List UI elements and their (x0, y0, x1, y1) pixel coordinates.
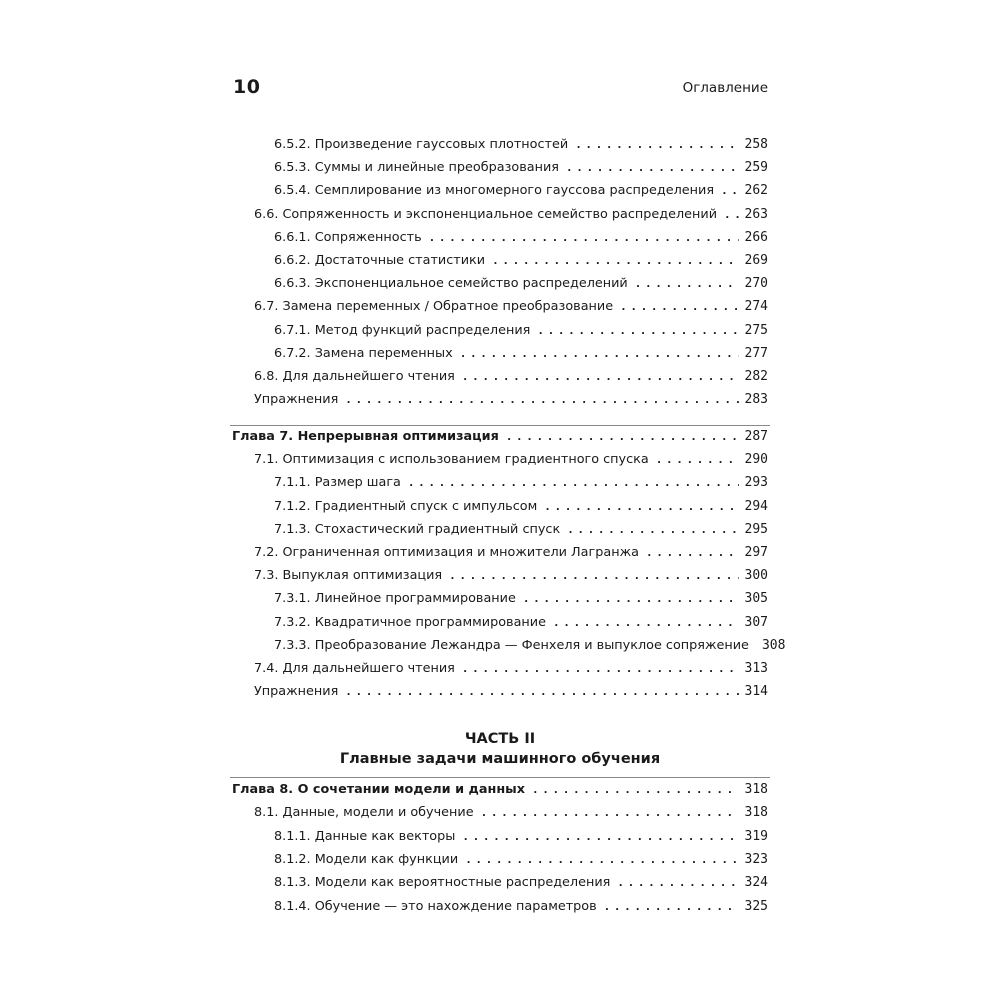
toc-entry-page: 308 (761, 637, 786, 653)
toc-entry-title: 7.3.1. Линейное программирование (274, 591, 516, 607)
toc-entry-page: 290 (744, 452, 768, 468)
toc-entry (274, 590, 768, 608)
toc-entry-page: 318 (744, 805, 768, 821)
dot-leader (617, 874, 738, 892)
toc-entry-title: 6.6.1. Сопряженность (274, 229, 422, 245)
toc-entry-title: 7.4. Для дальнейшего чтения (254, 661, 455, 676)
dot-leader (635, 275, 739, 293)
toc-entry (274, 498, 768, 516)
toc-entry-title: 7.1.1. Размер шага (274, 475, 401, 491)
dot-leader (449, 567, 738, 585)
toc-entry-page: 295 (744, 521, 768, 537)
toc-entry-page: 305 (744, 591, 768, 607)
toc-entry-title: 7.1.3. Стохастический градиентный спуск (274, 521, 561, 537)
toc-entry-title: 8.1.2. Модели как функции (274, 851, 459, 867)
dot-leader (465, 851, 738, 869)
toc-entry-page: 314 (744, 684, 768, 700)
toc-entry-page: 282 (744, 369, 768, 384)
divider (230, 425, 770, 426)
toc-entry-title: 6.5.4. Семплирование из многомерного гауссова распределения (274, 183, 715, 199)
toc-entry-page: 269 (744, 253, 768, 268)
toc-entry-page: 297 (744, 545, 768, 560)
toc-entry (274, 828, 768, 846)
toc-entry (274, 229, 768, 247)
toc-entry (274, 159, 768, 177)
dot-leader (345, 391, 738, 409)
toc-entry-title: 7.2. Ограниченная оптимизация и множители Лагранжа (254, 545, 639, 560)
dot-leader (462, 368, 739, 386)
toc-entry-page: 323 (744, 851, 768, 867)
toc-entry (274, 851, 768, 869)
toc-entry (274, 474, 768, 492)
toc-entry-title: 8.1. Данные, модели и обучение (254, 805, 474, 821)
toc-entry-title: 7.3.3. Преобразование Лежандра — Фенхеля и выпуклое сопряжение (274, 637, 749, 653)
toc-entry-title: 7.1.2. Градиентный спуск с импульсом (274, 498, 538, 514)
toc-entry-title: 6.6. Сопряженность и экспоненциальное семейство распределений (254, 206, 718, 222)
toc-entry-title: Упражнения (254, 684, 339, 700)
toc-entry-page: 274 (744, 299, 768, 315)
dot-leader (553, 614, 739, 632)
toc-entry-title: 8.1.1. Данные как векторы (274, 828, 456, 844)
toc-entry-page: 266 (744, 229, 768, 245)
toc-entry-title: 6.7. Замена переменных / Обратное преобразование (254, 299, 614, 315)
toc-entry (274, 521, 768, 539)
divider (230, 777, 770, 778)
dot-leader (492, 252, 738, 270)
toc-entry-title: 7.3. Выпуклая оптимизация (254, 568, 443, 584)
toc-entry-page: 277 (744, 345, 768, 361)
part-title: Главные задачи машинного обучения (339, 751, 661, 767)
toc-entry (274, 874, 768, 892)
toc-entry (274, 182, 768, 200)
toc-entry (254, 451, 768, 469)
dot-leader (532, 781, 739, 799)
dot-leader (429, 229, 739, 247)
dot-leader (506, 428, 739, 446)
dot-leader (656, 451, 739, 469)
toc-entry-page: 262 (744, 183, 768, 199)
toc-entry-page: 283 (744, 392, 768, 408)
dot-leader (462, 660, 739, 678)
toc-entry-title: 8.1.4. Обучение — это нахождение параметров (274, 898, 597, 914)
toc-entry-title: 7.3.2. Квадратичное программирование (274, 614, 546, 630)
toc-entry-page: 275 (744, 322, 768, 338)
toc-entry-title: 6.7.1. Метод функций распределения (274, 322, 531, 338)
toc-entry (274, 898, 768, 916)
toc-entry-title: 7.1. Оптимизация с использованием градиентного спуска (254, 452, 649, 468)
dot-leader (408, 474, 739, 492)
toc-entry-page: 307 (744, 614, 768, 630)
toc-entry (274, 136, 768, 154)
dot-leader (544, 498, 738, 516)
toc-entry-title: 6.5.2. Произведение гауссовых плотностей (274, 137, 569, 152)
toc-entry (254, 206, 768, 224)
toc-entry-title: 6.8. Для дальнейшего чтения (254, 369, 455, 384)
dot-leader (604, 898, 739, 916)
toc-entry (232, 428, 768, 446)
dot-leader (523, 590, 739, 608)
toc-entry-page: 270 (744, 276, 768, 292)
dot-leader (537, 322, 738, 340)
toc-entry-page: 294 (744, 498, 768, 514)
toc-entry (254, 544, 768, 562)
toc-entry (274, 252, 768, 270)
dot-leader (460, 345, 739, 363)
running-head: Оглавление (682, 80, 768, 96)
toc-entry (254, 391, 768, 409)
toc-entry-title: 6.6.2. Достаточные статистики (274, 253, 486, 268)
toc-entry-page: 325 (744, 898, 768, 914)
toc-entry (274, 637, 786, 655)
dot-leader (345, 683, 738, 701)
toc-entry (232, 781, 768, 799)
dot-leader (620, 298, 738, 316)
toc-entry-title: 6.6.3. Экспоненциальное семейство распределений (274, 276, 628, 292)
dot-leader (567, 521, 738, 539)
toc-entry (254, 298, 768, 316)
toc-entry (274, 614, 768, 632)
toc-entry-title: 8.1.3. Модели как вероятностные распределения (274, 875, 611, 891)
toc-entry (254, 660, 768, 678)
toc-entry-page: 293 (744, 475, 768, 491)
toc-entry (254, 368, 768, 386)
part-label: ЧАСТЬ II (464, 731, 536, 747)
dot-leader (481, 804, 739, 822)
toc-entry (254, 567, 768, 585)
toc-entry-page: 324 (744, 875, 768, 891)
toc-entry-title: 6.5.3. Суммы и линейные преобразования (274, 160, 559, 176)
dot-leader (566, 159, 739, 177)
toc-entry (274, 322, 768, 340)
toc-entry-page: 258 (744, 137, 768, 152)
page-number: 10 (233, 76, 261, 98)
toc-entry-title: 6.7.2. Замена переменных (274, 345, 453, 361)
dot-leader (646, 544, 739, 562)
toc-entry-title: Глава 7. Непрерывная оптимизация (232, 429, 499, 444)
dot-leader (575, 136, 738, 154)
toc-entry-page: 259 (744, 160, 768, 176)
toc-entry (254, 804, 768, 822)
toc-entry-page: 319 (744, 828, 768, 844)
toc-entry (274, 275, 768, 293)
dot-leader (721, 182, 738, 200)
toc-entry (254, 683, 768, 701)
toc-entry-page: 300 (744, 568, 768, 584)
toc-entry-page: 318 (744, 782, 768, 797)
toc-entry-title: Глава 8. О сочетании модели и данных (232, 782, 525, 797)
toc-entry (274, 345, 768, 363)
toc-entry-title: Упражнения (254, 392, 339, 408)
toc-entry-page: 287 (744, 429, 768, 444)
dot-leader (724, 206, 738, 224)
dot-leader (462, 828, 738, 846)
toc-entry-page: 313 (744, 661, 768, 676)
toc-entry-page: 263 (744, 206, 768, 222)
